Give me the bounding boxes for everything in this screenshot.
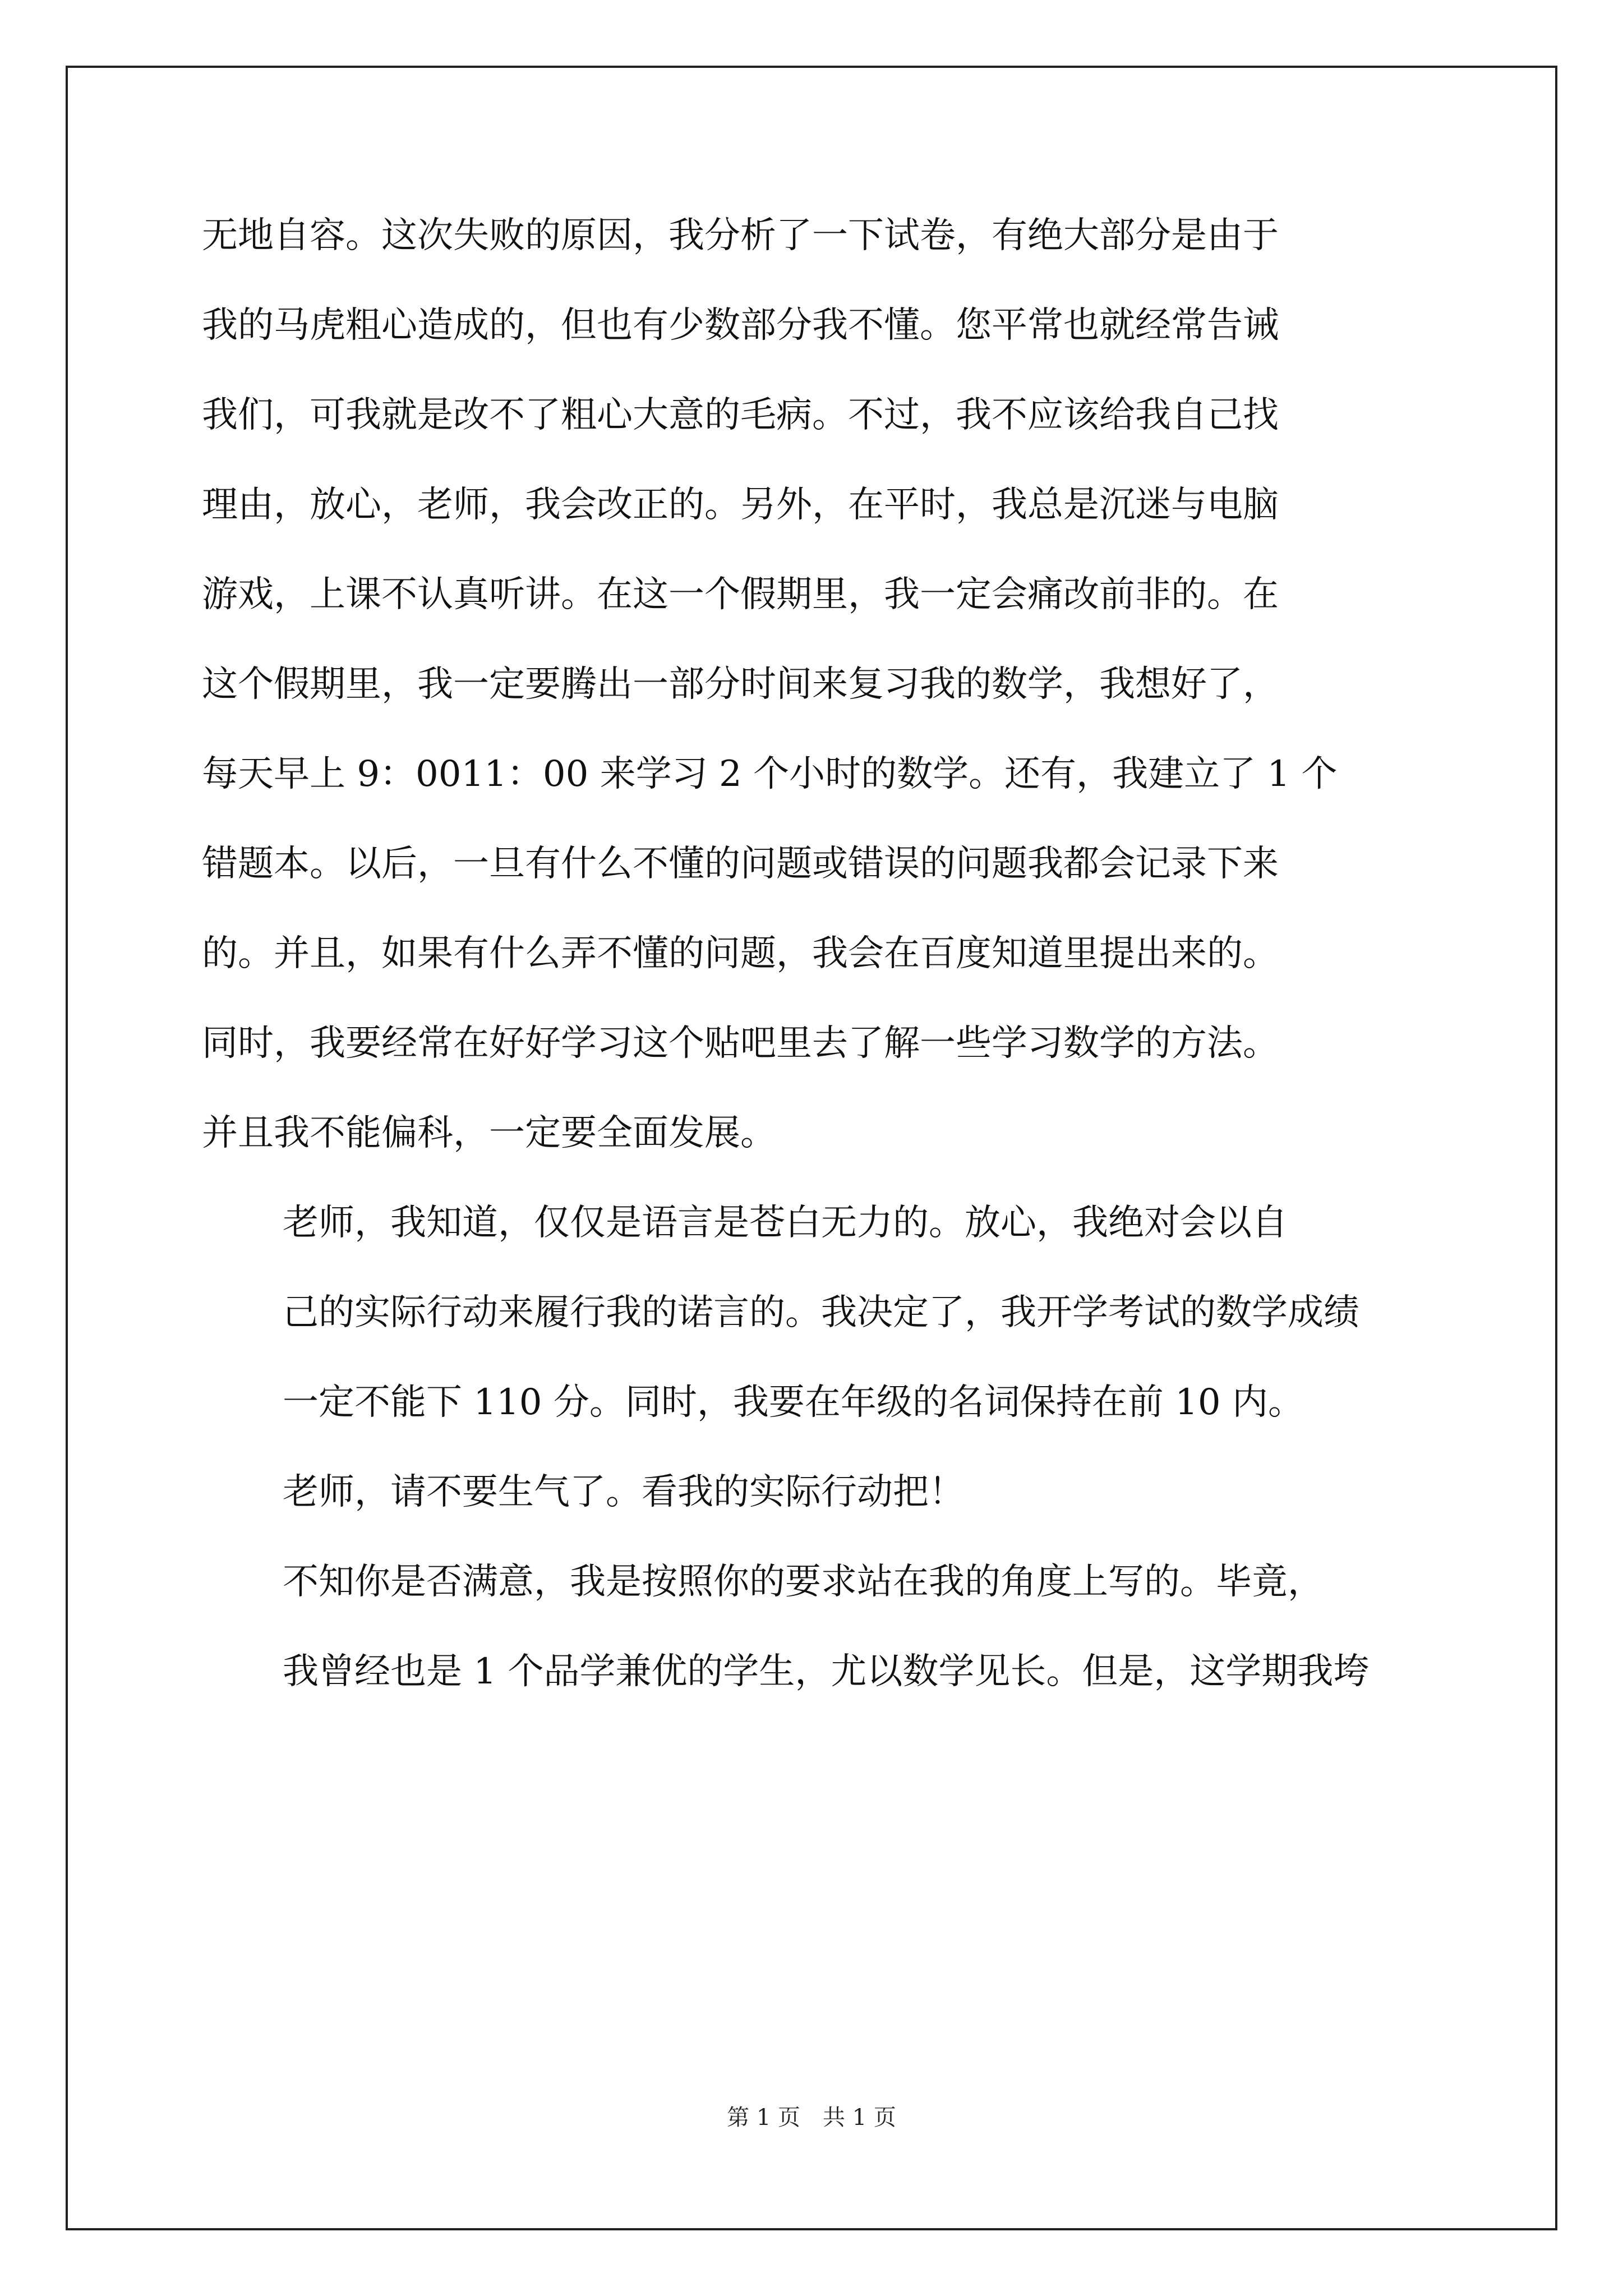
text-line: 一定不能下 110 分。同时，我要在年级的名词保持在前 10 内。	[283, 1382, 1304, 1423]
text-line: 我曾经也是 1 个品学兼优的学生，尤以数学见长。但是，这学期我垮	[283, 1651, 1370, 1692]
page-footer: 第 1 页 共 1 页	[727, 2105, 896, 2131]
text-line: 己的实际行动来履行我的诺言的。我决定了，我开学考试的数学成绩	[283, 1292, 1359, 1333]
paragraph	[202, 1537, 1436, 1717]
text-line: 不知你是否满意，我是按照你的要求站在我的角度上写的。毕竟，	[283, 1561, 1324, 1603]
text-line: 理由，放心，老师，我会改正的。另外，在平时，我总是沉迷与电脑	[202, 484, 1279, 526]
text-line: 同时，我要经常在好好学习这个贴吧里去了解一些学习数学的方法。	[202, 1023, 1279, 1064]
paragraph	[202, 1178, 1436, 1447]
text-line: 这个假期里，我一定要腾出一部分时间来复习我的数学，我想好了，	[202, 664, 1279, 705]
text-line: 的。并且，如果有什么弄不懂的问题，我会在百度知道里提出来的。	[202, 933, 1279, 974]
paragraph	[202, 1447, 1436, 1537]
text-line: 我们，可我就是改不了粗心大意的毛病。不过，我不应该给我自己找	[202, 394, 1279, 436]
text-line: 老师，请不要生气了。看我的实际行动把！	[283, 1471, 965, 1513]
document-body	[202, 191, 1436, 1717]
text-line: 我的马虎粗心造成的，但也有少数部分我不懂。您平常也就经常告诫	[202, 305, 1279, 346]
text-line: 游戏，上课不认真听讲。在这一个假期里，我一定会痛改前非的。在	[202, 574, 1279, 615]
paragraph	[202, 191, 1436, 1178]
text-line: 无地自容。这次失败的原因，我分析了一下试卷，有绝大部分是由于	[202, 215, 1279, 256]
text-line: 错题本。以后，一旦有什么不懂的问题或错误的问题我都会记录下来	[202, 843, 1279, 885]
text-line: 并且我不能偏科，一定要全面发展。	[202, 1112, 776, 1154]
text-line: 老师，我知道，仅仅是语言是苍白无力的。放心，我绝对会以自	[283, 1202, 1288, 1244]
text-line: 每天早上 9：0011：00 来学习 2 个小时的数学。还有，我建立了 1 个	[202, 753, 1338, 795]
